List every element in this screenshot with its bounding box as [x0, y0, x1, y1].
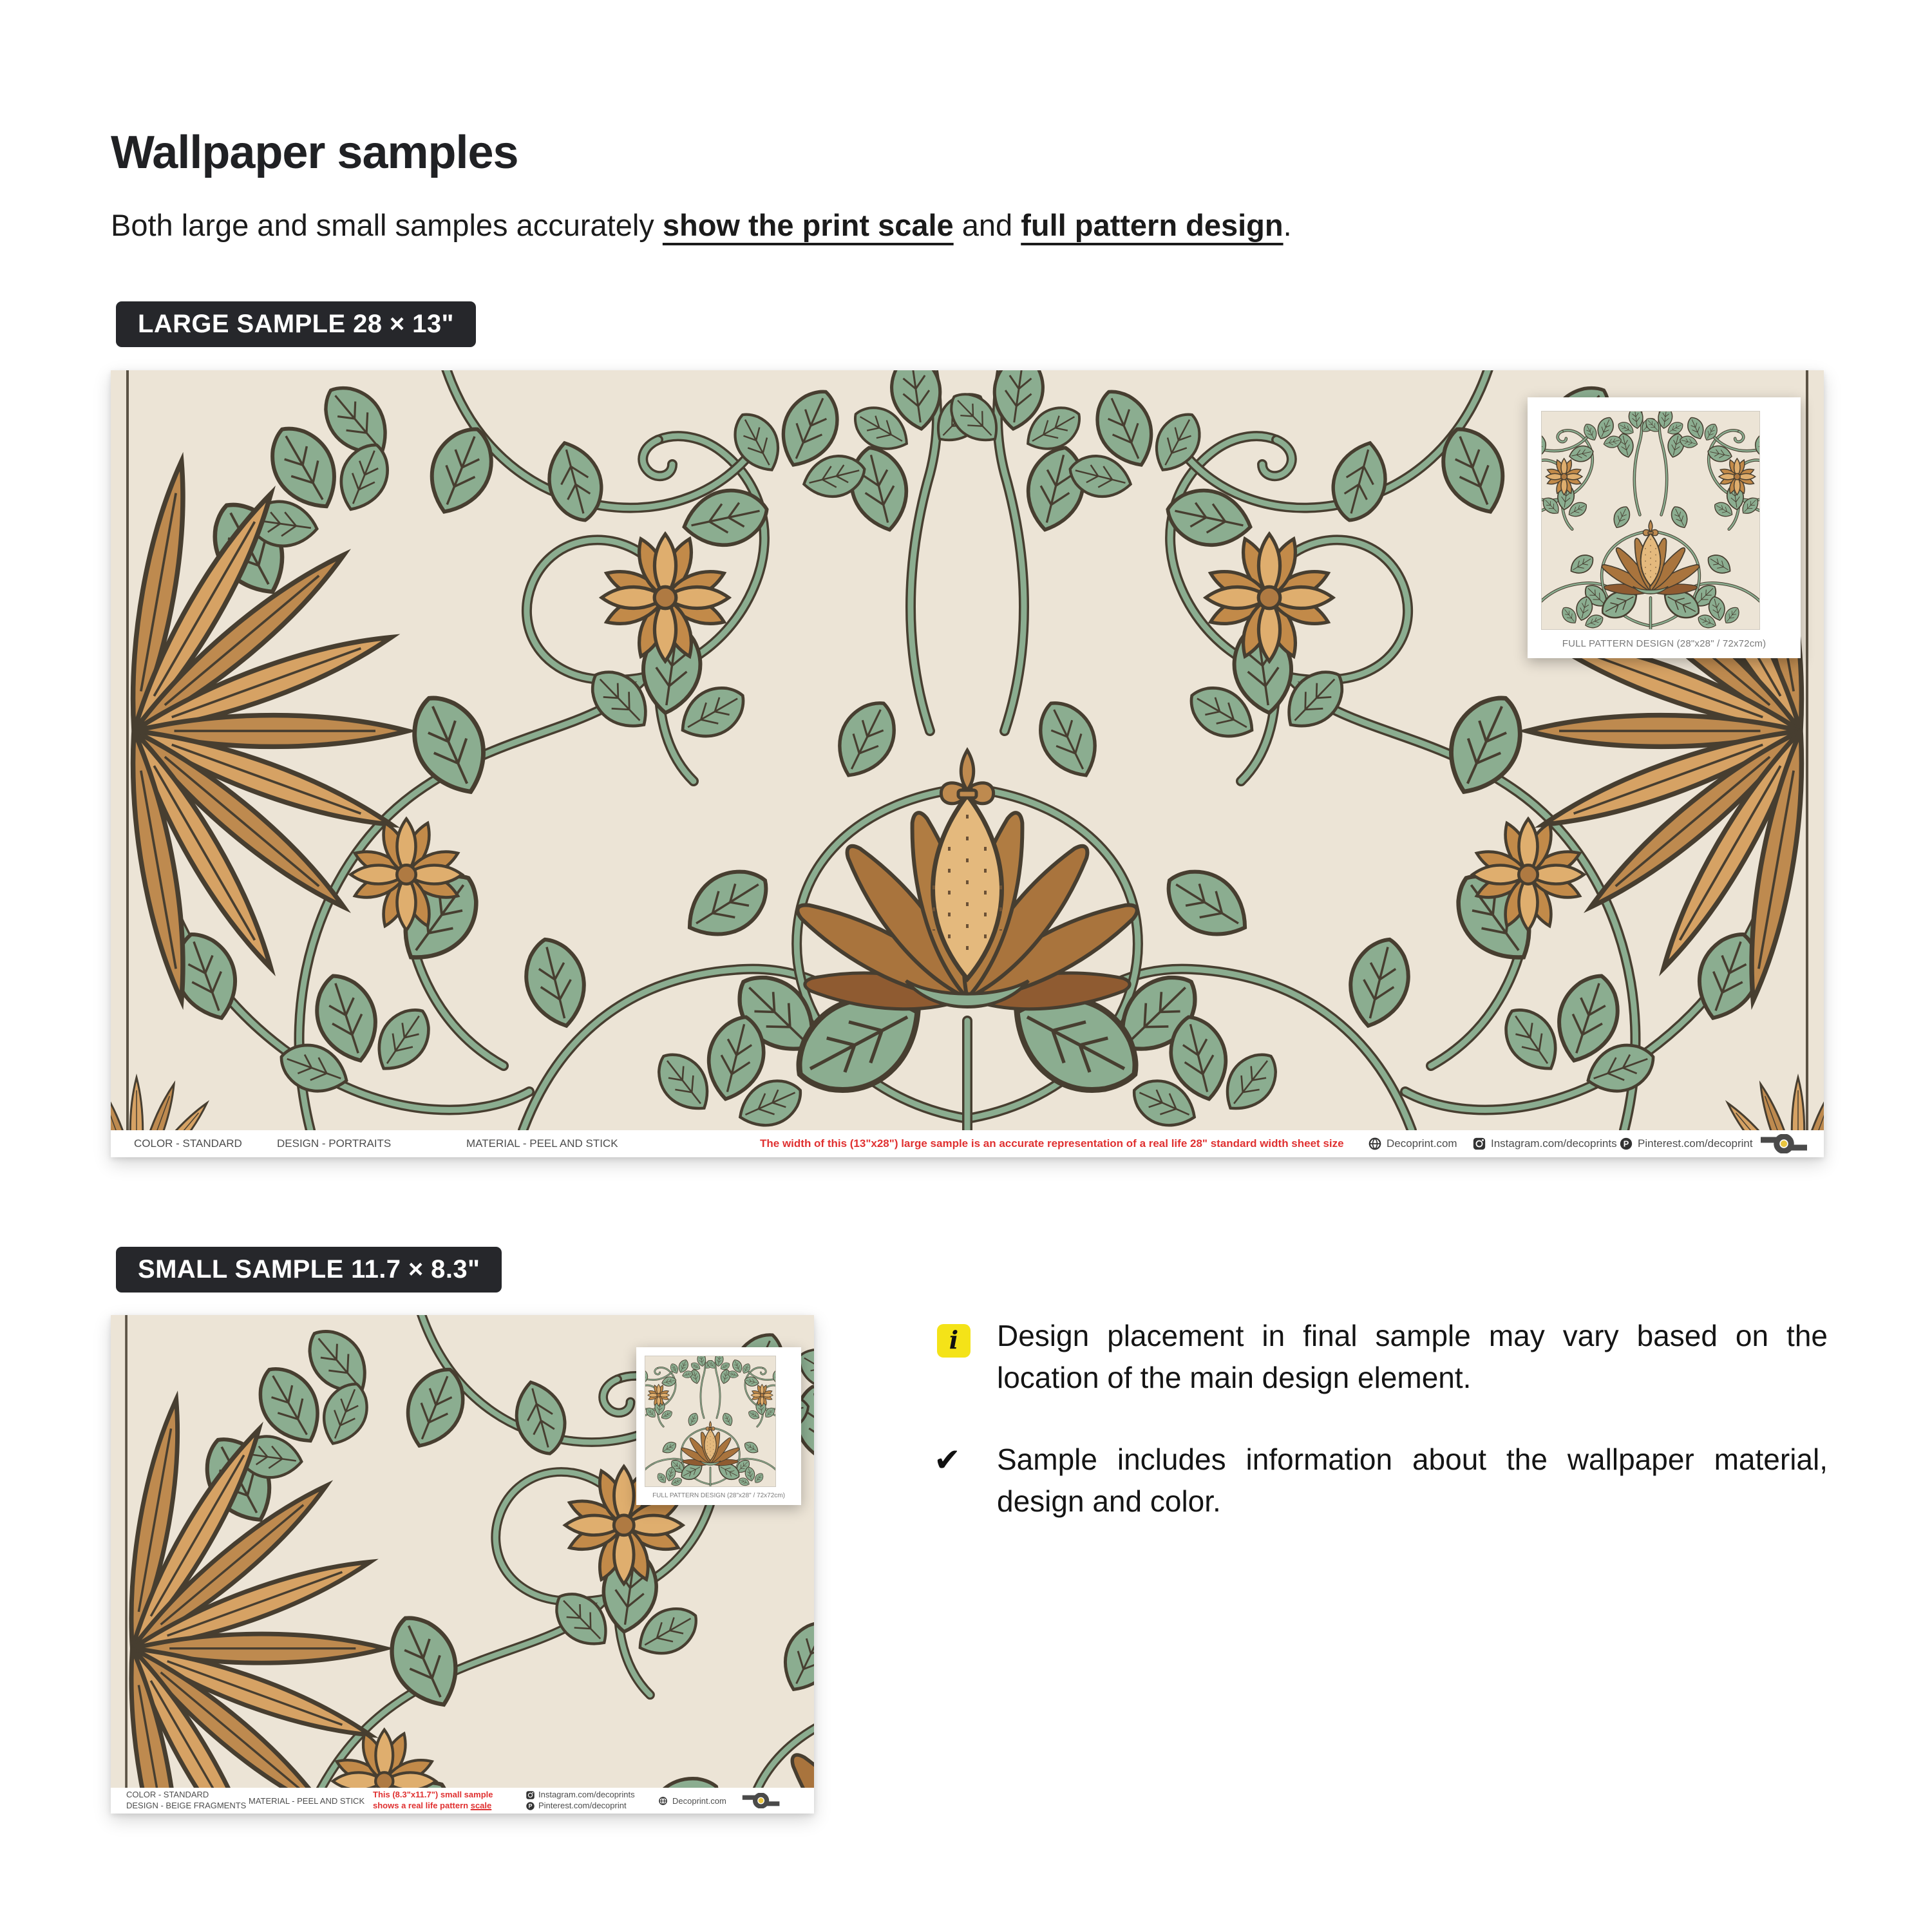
decoprint-logo — [739, 1793, 786, 1808]
decoprint-logo — [1757, 1134, 1815, 1153]
subtitle-underline-print-scale: show the print scale — [662, 208, 954, 242]
note-design-placement: Design placement in final sample may vary based on the location of the main design element. — [997, 1319, 1828, 1395]
globe-icon — [658, 1796, 668, 1806]
subtitle-text: Both large and small samples accurately — [111, 208, 663, 242]
footer-design-label: DESIGN - PORTRAITS — [277, 1137, 392, 1150]
footer-website: Decoprint.com — [658, 1788, 726, 1814]
svg-text:P: P — [1623, 1139, 1629, 1149]
footer-color-label: COLOR - STANDARD — [134, 1137, 242, 1150]
large-sample-footer — [111, 1130, 1824, 1157]
footer-pinterest: P Pinterest.com/decoprint — [526, 1801, 627, 1811]
footer-scale-notice: The width of this (13"x28") large sample is an accurate representation of a real life 28" standard width sheet size — [760, 1137, 1344, 1150]
small-sample-badge: SMALL SAMPLE 11.7 × 8.3" — [116, 1247, 502, 1293]
footer-pinterest: P Pinterest.com/decoprint — [1619, 1130, 1753, 1157]
inset-caption: FULL PATTERN DESIGN (28"x28" / 72x72cm) — [652, 1492, 785, 1499]
footer-color-design-labels: COLOR - STANDARD DESIGN - BEIGE FRAGMENTS — [126, 1790, 247, 1810]
subtitle-underline-pattern-design: full pattern design — [1021, 208, 1283, 242]
large-sample-image — [111, 370, 1824, 1157]
small-sample-full-pattern-inset — [636, 1347, 801, 1505]
instagram-icon — [1472, 1137, 1486, 1151]
small-sample-image — [111, 1315, 814, 1814]
inset-caption: FULL PATTERN DESIGN (28"x28" / 72x72cm) — [1562, 638, 1766, 649]
footer-scale-notice: This (8.3"x11.7") small sample shows a real life pattern scale — [373, 1790, 493, 1810]
note-sample-info: Sample includes information about the wallpaper material, design and color. — [997, 1443, 1828, 1519]
full-pattern-thumbnail — [1541, 411, 1760, 630]
large-sample-full-pattern-inset — [1528, 397, 1801, 658]
page-title: Wallpaper samples — [111, 127, 518, 179]
footer-instagram: Instagram.com/decoprints — [526, 1790, 635, 1800]
small-sample-footer — [111, 1788, 814, 1814]
large-sample-badge: LARGE SAMPLE 28 × 13" — [116, 301, 476, 347]
footer-website: Decoprint.com — [1368, 1130, 1457, 1157]
full-pattern-thumbnail — [645, 1356, 776, 1487]
check-icon: ✔ — [934, 1442, 961, 1478]
footer-material-label: MATERIAL - PEEL AND STICK — [249, 1795, 365, 1806]
pinterest-icon — [1619, 1137, 1633, 1151]
instagram-icon — [526, 1790, 535, 1800]
pinterest-icon — [526, 1801, 535, 1811]
subtitle: Both large and small samples accurately show the print scale and full pattern design. — [111, 208, 1292, 242]
footer-social-links — [526, 1788, 635, 1814]
footer-instagram: Instagram.com/decoprints — [1472, 1130, 1617, 1157]
globe-icon — [1368, 1137, 1382, 1151]
footer-material-label: MATERIAL - PEEL AND STICK — [466, 1137, 618, 1150]
info-icon: i — [937, 1324, 971, 1358]
svg-text:P: P — [528, 1803, 533, 1810]
